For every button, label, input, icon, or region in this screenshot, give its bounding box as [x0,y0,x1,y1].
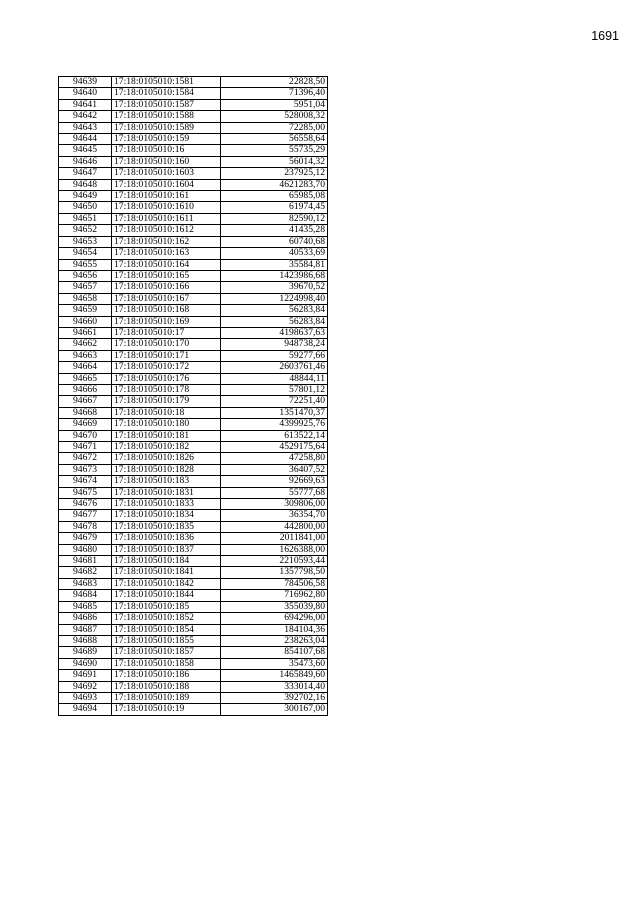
cadastral-value-cell: 56558,64 [221,134,328,145]
cadastral-number-cell: 17:18:0105010:172 [112,362,221,373]
row-id-cell: 94694 [59,704,112,715]
row-id-cell: 94681 [59,556,112,567]
cadastral-value-cell: 1423986,68 [221,270,328,281]
table-row [59,658,328,669]
cadastral-value-cell: 300167,00 [221,704,328,715]
table-row [59,384,328,395]
row-id-cell: 94679 [59,533,112,544]
row-id-cell: 94670 [59,430,112,441]
row-id-cell: 94683 [59,578,112,589]
row-id-cell: 94641 [59,99,112,110]
cadastral-value-cell: 716962,80 [221,590,328,601]
page-number: 1691 [591,29,619,43]
cadastral-value-cell: 65985,08 [221,191,328,202]
table-row [59,225,328,236]
table-row [59,499,328,510]
table-row [59,556,328,567]
row-id-cell: 94660 [59,316,112,327]
row-id-cell: 94655 [59,259,112,270]
cadastral-value-cell: 613522,14 [221,430,328,441]
row-id-cell: 94685 [59,601,112,612]
row-id-cell: 94672 [59,453,112,464]
cadastral-value-cell: 948738,24 [221,339,328,350]
cadastral-value-cell: 2011841,00 [221,533,328,544]
table-row [59,692,328,703]
row-id-cell: 94656 [59,270,112,281]
table-row [59,282,328,293]
cadastral-value-cell: 60740,68 [221,236,328,247]
table-row [59,316,328,327]
table-row [59,156,328,167]
cadastral-number-cell: 17:18:0105010:185 [112,601,221,612]
row-id-cell: 94658 [59,293,112,304]
cadastral-table [58,76,328,716]
row-id-cell: 94646 [59,156,112,167]
cadastral-number-cell: 17:18:0105010:1854 [112,624,221,635]
cadastral-value-cell: 528008,32 [221,111,328,122]
cadastral-number-cell: 17:18:0105010:171 [112,350,221,361]
cadastral-number-cell: 17:18:0105010:1610 [112,202,221,213]
cadastral-value-cell: 55735,29 [221,145,328,156]
cadastral-number-cell: 17:18:0105010:1835 [112,521,221,532]
cadastral-number-cell: 17:18:0105010:178 [112,384,221,395]
cadastral-number-cell: 17:18:0105010:1841 [112,567,221,578]
table-row [59,453,328,464]
table-row [59,567,328,578]
cadastral-number-cell: 17:18:0105010:181 [112,430,221,441]
cadastral-value-cell: 2603761,46 [221,362,328,373]
row-id-cell: 94667 [59,396,112,407]
cadastral-value-cell: 4399925,76 [221,419,328,430]
table-row [59,407,328,418]
cadastral-value-cell: 56283,84 [221,305,328,316]
cadastral-number-cell: 17:18:0105010:160 [112,156,221,167]
cadastral-value-cell: 56283,84 [221,316,328,327]
cadastral-value-cell: 238263,04 [221,635,328,646]
cadastral-value-cell: 1626388,00 [221,544,328,555]
table-row [59,213,328,224]
cadastral-number-cell: 17:18:0105010:1844 [112,590,221,601]
cadastral-number-cell: 17:18:0105010:164 [112,259,221,270]
cadastral-value-cell: 4198637,63 [221,327,328,338]
table-row [59,419,328,430]
cadastral-number-cell: 17:18:0105010:1842 [112,578,221,589]
cadastral-number-cell: 17:18:0105010:163 [112,248,221,259]
table-row [59,77,328,88]
row-id-cell: 94653 [59,236,112,247]
cadastral-number-cell: 17:18:0105010:1855 [112,635,221,646]
row-id-cell: 94639 [59,77,112,88]
cadastral-number-cell: 17:18:0105010:1612 [112,225,221,236]
cadastral-value-cell: 39670,52 [221,282,328,293]
table-row [59,122,328,133]
cadastral-value-cell: 784506,58 [221,578,328,589]
cadastral-value-cell: 82590,12 [221,213,328,224]
table-row [59,259,328,270]
cadastral-number-cell: 17:18:0105010:168 [112,305,221,316]
row-id-cell: 94666 [59,384,112,395]
cadastral-number-cell: 17:18:0105010:1611 [112,213,221,224]
table-row [59,134,328,145]
row-id-cell: 94690 [59,658,112,669]
cadastral-value-cell: 56014,32 [221,156,328,167]
row-id-cell: 94647 [59,168,112,179]
cadastral-value-cell: 61974,45 [221,202,328,213]
table-row [59,510,328,521]
cadastral-value-cell: 40533,69 [221,248,328,259]
row-id-cell: 94671 [59,442,112,453]
cadastral-value-cell: 47258,80 [221,453,328,464]
table-row [59,670,328,681]
cadastral-number-cell: 17:18:0105010:1836 [112,533,221,544]
cadastral-value-cell: 41435,28 [221,225,328,236]
cadastral-number-cell: 17:18:0105010:1858 [112,658,221,669]
cadastral-value-cell: 1357798,50 [221,567,328,578]
row-id-cell: 94688 [59,635,112,646]
table-row [59,396,328,407]
row-id-cell: 94643 [59,122,112,133]
table-row [59,145,328,156]
row-id-cell: 94662 [59,339,112,350]
table-row [59,704,328,715]
row-id-cell: 94665 [59,373,112,384]
cadastral-number-cell: 17:18:0105010:1588 [112,111,221,122]
table-row [59,339,328,350]
cadastral-value-cell: 694296,00 [221,613,328,624]
cadastral-number-cell: 17:18:0105010:166 [112,282,221,293]
row-id-cell: 94691 [59,670,112,681]
cadastral-value-cell: 392702,16 [221,692,328,703]
row-id-cell: 94649 [59,191,112,202]
row-id-cell: 94673 [59,464,112,475]
cadastral-number-cell: 17:18:0105010:17 [112,327,221,338]
cadastral-number-cell: 17:18:0105010:16 [112,145,221,156]
cadastral-number-cell: 17:18:0105010:188 [112,681,221,692]
cadastral-number-cell: 17:18:0105010:161 [112,191,221,202]
cadastral-value-cell: 184104,36 [221,624,328,635]
cadastral-value-cell: 1465849,60 [221,670,328,681]
cadastral-value-cell: 309806,00 [221,499,328,510]
row-id-cell: 94651 [59,213,112,224]
table-row [59,464,328,475]
cadastral-value-cell: 355039,80 [221,601,328,612]
cadastral-number-cell: 17:18:0105010:1603 [112,168,221,179]
cadastral-number-cell: 17:18:0105010:184 [112,556,221,567]
row-id-cell: 94650 [59,202,112,213]
table-row [59,88,328,99]
row-id-cell: 94652 [59,225,112,236]
table-row [59,601,328,612]
table-row [59,442,328,453]
row-id-cell: 94664 [59,362,112,373]
cadastral-number-cell: 17:18:0105010:1828 [112,464,221,475]
row-id-cell: 94684 [59,590,112,601]
cadastral-number-cell: 17:18:0105010:183 [112,476,221,487]
table-row [59,191,328,202]
table-row [59,236,328,247]
table-row [59,681,328,692]
cadastral-number-cell: 17:18:0105010:179 [112,396,221,407]
cadastral-number-cell: 17:18:0105010:18 [112,407,221,418]
table-row [59,202,328,213]
row-id-cell: 94687 [59,624,112,635]
table-row [59,168,328,179]
table-row [59,533,328,544]
cadastral-number-cell: 17:18:0105010:159 [112,134,221,145]
row-id-cell: 94692 [59,681,112,692]
row-id-cell: 94661 [59,327,112,338]
table-row [59,248,328,259]
row-id-cell: 94669 [59,419,112,430]
cadastral-number-cell: 17:18:0105010:1831 [112,487,221,498]
row-id-cell: 94682 [59,567,112,578]
row-id-cell: 94663 [59,350,112,361]
cadastral-number-cell: 17:18:0105010:186 [112,670,221,681]
cadastral-number-cell: 17:18:0105010:1604 [112,179,221,190]
table-row [59,111,328,122]
cadastral-number-cell: 17:18:0105010:170 [112,339,221,350]
cadastral-number-cell: 17:18:0105010:1833 [112,499,221,510]
table-row [59,270,328,281]
table-body [59,77,328,716]
cadastral-number-cell: 17:18:0105010:1587 [112,99,221,110]
table-row [59,430,328,441]
table-row [59,544,328,555]
table-row [59,179,328,190]
table-row [59,305,328,316]
cadastral-number-cell: 17:18:0105010:1589 [112,122,221,133]
row-id-cell: 94686 [59,613,112,624]
table-row [59,624,328,635]
cadastral-number-cell: 17:18:0105010:167 [112,293,221,304]
row-id-cell: 94657 [59,282,112,293]
cadastral-number-cell: 17:18:0105010:1857 [112,647,221,658]
cadastral-number-cell: 17:18:0105010:165 [112,270,221,281]
cadastral-value-cell: 92669,63 [221,476,328,487]
row-id-cell: 94642 [59,111,112,122]
table-row [59,350,328,361]
row-id-cell: 94677 [59,510,112,521]
cadastral-number-cell: 17:18:0105010:189 [112,692,221,703]
row-id-cell: 94675 [59,487,112,498]
cadastral-value-cell: 55777,68 [221,487,328,498]
row-id-cell: 94659 [59,305,112,316]
cadastral-number-cell: 17:18:0105010:176 [112,373,221,384]
row-id-cell: 94689 [59,647,112,658]
cadastral-value-cell: 442800,00 [221,521,328,532]
cadastral-value-cell: 71396,40 [221,88,328,99]
table-row [59,327,328,338]
cadastral-number-cell: 17:18:0105010:1826 [112,453,221,464]
cadastral-value-cell: 22828,50 [221,77,328,88]
row-id-cell: 94678 [59,521,112,532]
cadastral-number-cell: 17:18:0105010:180 [112,419,221,430]
row-id-cell: 94645 [59,145,112,156]
table-row [59,373,328,384]
cadastral-number-cell: 17:18:0105010:1834 [112,510,221,521]
table-row [59,293,328,304]
cadastral-value-cell: 333014,40 [221,681,328,692]
cadastral-value-cell: 237925,12 [221,168,328,179]
cadastral-value-cell: 35584,81 [221,259,328,270]
table-row [59,362,328,373]
cadastral-value-cell: 1224998,40 [221,293,328,304]
cadastral-value-cell: 59277,66 [221,350,328,361]
cadastral-value-cell: 35473,60 [221,658,328,669]
cadastral-value-cell: 2210593,44 [221,556,328,567]
row-id-cell: 94676 [59,499,112,510]
row-id-cell: 94644 [59,134,112,145]
cadastral-value-cell: 4621283,70 [221,179,328,190]
table-row [59,578,328,589]
cadastral-number-cell: 17:18:0105010:19 [112,704,221,715]
cadastral-value-cell: 72251,40 [221,396,328,407]
row-id-cell: 94654 [59,248,112,259]
table-row [59,476,328,487]
cadastral-number-cell: 17:18:0105010:1837 [112,544,221,555]
cadastral-value-cell: 57801,12 [221,384,328,395]
cadastral-value-cell: 4529175,64 [221,442,328,453]
cadastral-number-cell: 17:18:0105010:162 [112,236,221,247]
row-id-cell: 94674 [59,476,112,487]
cadastral-value-cell: 72285,00 [221,122,328,133]
cadastral-number-cell: 17:18:0105010:1581 [112,77,221,88]
cadastral-number-cell: 17:18:0105010:1852 [112,613,221,624]
cadastral-number-cell: 17:18:0105010:182 [112,442,221,453]
cadastral-value-cell: 48844,11 [221,373,328,384]
cadastral-value-cell: 854107,68 [221,647,328,658]
table-row [59,590,328,601]
cadastral-value-cell: 36354,70 [221,510,328,521]
row-id-cell: 94668 [59,407,112,418]
table-row [59,521,328,532]
table-row [59,99,328,110]
row-id-cell: 94648 [59,179,112,190]
table-row [59,635,328,646]
table-row [59,487,328,498]
cadastral-number-cell: 17:18:0105010:1584 [112,88,221,99]
table-row [59,647,328,658]
cadastral-value-cell: 1351470,37 [221,407,328,418]
row-id-cell: 94640 [59,88,112,99]
row-id-cell: 94693 [59,692,112,703]
cadastral-number-cell: 17:18:0105010:169 [112,316,221,327]
cadastral-value-cell: 5951,04 [221,99,328,110]
row-id-cell: 94680 [59,544,112,555]
cadastral-value-cell: 36407,52 [221,464,328,475]
table-row [59,613,328,624]
